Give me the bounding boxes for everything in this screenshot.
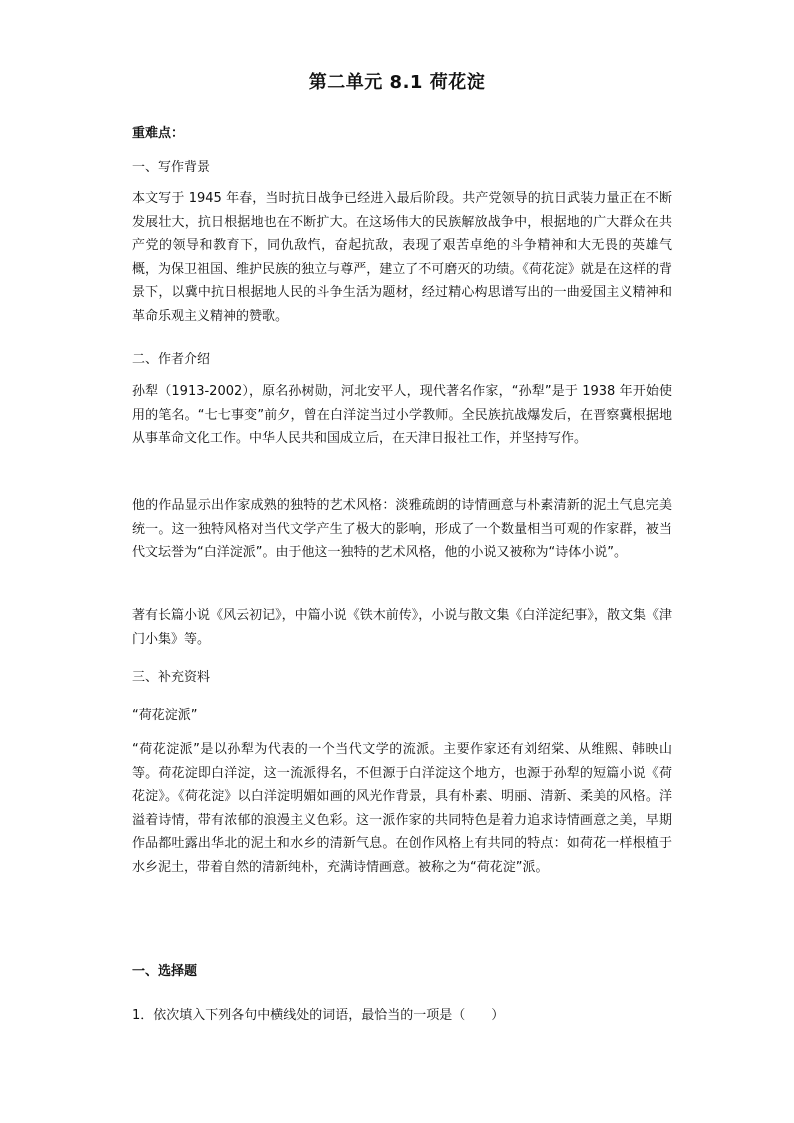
author-paragraph-1: 孙犁（1913-2002），原名孙树勋，河北安平人，现代著名作家，“孙犁”是于 1938 年开始使用的笔名。“七七事变”前夕，曾在白洋淀当过小学教师。全民族抗战爆发后，在晋察冀根据地从事革命文化工作。中华人民共和国成立后，在天津日报社工作，并坚持写作。 [132,384,672,446]
supplement-subheading: “荷花淀派” [132,708,198,723]
section-heading-background: 一、写作背景 [132,160,211,175]
section-heading-author: 二、作者介绍 [132,352,211,367]
background-paragraph: 本文写于 1945 年春，当时抗日战争已经进入最后阶段。共产党领导的抗日武装力量正在不断发展壮大，抗日根据地也在不断扩大。在这场伟大的民族解放战争中，根据地的广大群众在共产党的领导和教育下，同仇敌忾，奋起抗敌，表现了艰苦卓绝的斗争精神和大无畏的英雄气概，为保卫祖国、维护民族的独立与尊严，建立了不可磨灭的功绩。《荷花淀》就是在这样的背景下，以冀中抗日根据地人民的斗争生活为题材，经过精心构思谱写出的一曲爱国主义精神和革命乐观主义精神的赞歌。 [132,191,672,324]
author-paragraph-3: 著有长篇小说《风云初记》，中篇小说《铁木前传》，小说与散文集《白洋淀纪事》，散文集《津门小集》等。 [132,608,672,647]
page-title: 第二单元 8.1 荷花淀 [308,72,486,93]
exercise-heading: 一、选择题 [132,964,198,979]
section-heading-supplement: 三、补充资料 [132,670,211,685]
supplement-paragraph: “荷花淀派”是以孙犁为代表的一个当代文学的流派。主要作家还有刘绍棠、从维熙、韩映山等。荷花淀即白洋淀，这一流派得名，不但源于白洋淀这个地方，也源于孙犁的短篇小说《荷花淀》。《荷花淀》以白洋淀明媚如画的风光作背景，具有朴素、明丽、清新、柔美的风格。洋溢着诗情，带有浓郁的浪漫主义色彩。这一派作家的共同特色是着力追求诗情画意之美，早期作品都吐露出华北的泥土和水乡的清新气息。在创作风格上有共同的特点：如荷花一样根植于水乡泥土，带着自然的清新纯朴，充满诗情画意。被称之为“荷花淀”派。 [132,742,672,875]
author-paragraph-2: 他的作品显示出作家成熟的独特的艺术风格：淡雅疏朗的诗情画意与朴素清新的泥土气息完美统一。这一独特风格对当代文学产生了极大的影响，形成了一个数量相当可观的作家群，被当代文坛誉为“白洋淀派”。由于他这一独特的艺术风格，他的小说又被称为“诗体小说”。 [132,498,672,560]
key-points-label: 重难点： [132,126,185,141]
question-1: 1．依次填入下列各句中横线处的词语，最恰当的一项是（ ） [132,1008,505,1023]
